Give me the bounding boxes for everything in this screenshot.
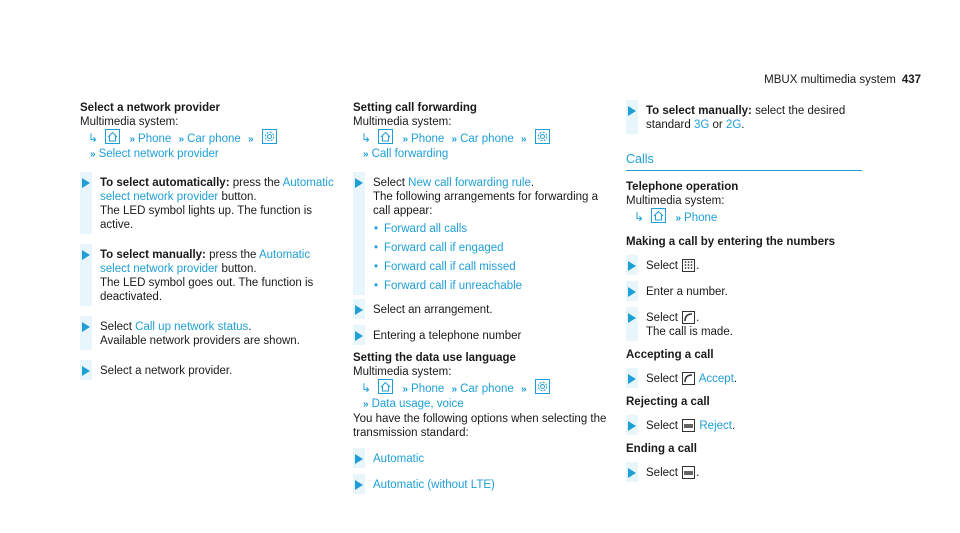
nav-path — [353, 129, 615, 147]
step-accept: Select Accept. — [626, 372, 862, 386]
step-arrow-icon — [355, 331, 363, 341]
path-phone[interactable]: Phone — [138, 133, 172, 145]
step-text: press the — [205, 249, 259, 261]
description: You have the following options when selecting the transmission standard: — [353, 413, 607, 439]
step-end: Select . — [626, 466, 862, 480]
nav-path-2 — [80, 147, 340, 162]
option-forward-all[interactable]: • Forward all calls — [373, 222, 615, 236]
step-arrow-icon — [628, 468, 636, 478]
column-call-forwarding — [353, 101, 615, 492]
step-select-keypad: Select . — [626, 259, 862, 273]
phone-hangup-icon[interactable] — [682, 419, 695, 432]
step-text: button. — [218, 191, 257, 203]
step-arrow-icon — [355, 480, 363, 490]
settings-icon — [262, 129, 277, 144]
settings-icon — [535, 379, 550, 394]
section-title: Setting the data use language — [353, 352, 516, 364]
system-label: Multimedia system: — [353, 116, 452, 128]
section-title: Making a call by entering the numbers — [626, 236, 835, 248]
step-arrow-icon — [82, 250, 90, 260]
chevron-icon: » — [675, 213, 682, 224]
section-title: Setting call forwarding — [353, 102, 477, 114]
header-title: MBUX multimedia system — [764, 74, 896, 86]
step-text: . — [741, 119, 745, 131]
step-lead: To select manually: — [100, 249, 206, 261]
path-data-usage[interactable]: Data usage, voice — [371, 398, 464, 410]
section-title: Select a network provider — [80, 102, 220, 114]
step-text: Select a network provider. — [100, 365, 233, 377]
step-text: Entering a telephone number — [373, 330, 522, 342]
step-text: select the desired standard — [646, 105, 846, 131]
return-arrow-icon: ↳ — [361, 381, 372, 395]
path-car-phone[interactable]: Car phone — [187, 133, 241, 145]
home-icon — [105, 129, 120, 144]
step-note: The following arrangements for forwarding a call appear: — [373, 191, 599, 217]
reject-button[interactable]: Reject — [699, 420, 732, 432]
chevron-icon: » — [247, 134, 254, 145]
step-manual-standard — [626, 104, 862, 132]
system-label: Multimedia system: — [626, 195, 725, 207]
step-text: Select — [646, 312, 678, 324]
path-select-network-provider[interactable]: Select network provider — [98, 148, 219, 160]
chevron-icon: » — [520, 134, 527, 145]
return-arrow-icon: ↳ — [634, 210, 645, 224]
step-note: The call is made. — [646, 326, 733, 338]
column-network-provider — [80, 101, 340, 378]
chevron-icon: » — [451, 134, 458, 145]
step-lead: To select automatically: — [100, 177, 230, 189]
step-lead: To select manually: — [646, 105, 752, 117]
automatic-button[interactable]: Automatic — [373, 453, 425, 465]
path-phone[interactable]: Phone — [684, 212, 718, 224]
step-note: The LED symbol goes out. The function is deactivated. — [100, 277, 314, 303]
path-phone[interactable]: Phone — [411, 383, 445, 395]
step-manual — [80, 248, 340, 304]
step-text: Select — [646, 467, 678, 479]
nav-path-2 — [353, 397, 615, 412]
new-rule-button[interactable]: New call forwarding rule — [408, 177, 531, 189]
step-text: Select — [373, 177, 409, 189]
page-header — [729, 73, 921, 87]
step-arrow-icon — [628, 374, 636, 384]
column-calls — [626, 87, 862, 480]
nav-path — [80, 129, 340, 147]
path-phone[interactable]: Phone — [411, 133, 445, 145]
step-text: or — [709, 119, 726, 131]
chevron-icon: » — [363, 149, 369, 160]
step-text: . — [248, 321, 252, 333]
step-arrow-icon — [355, 178, 363, 188]
standard-3g-button[interactable]: 3G — [693, 119, 710, 131]
nav-path — [626, 208, 862, 226]
step-text: Enter a number. — [646, 286, 728, 298]
step-text: . — [530, 177, 535, 189]
path-call-forwarding[interactable]: Call forwarding — [371, 148, 449, 160]
nav-path — [353, 379, 615, 397]
path-car-phone[interactable]: Car phone — [460, 133, 514, 145]
home-icon — [378, 379, 393, 394]
step-select-call: Select . The call is made. — [626, 311, 862, 339]
step-arrow-icon — [628, 313, 636, 323]
step-text: press the — [229, 177, 283, 189]
chevron-icon: » — [129, 134, 136, 145]
step-arrow-icon — [355, 305, 363, 315]
step-text: Select — [100, 321, 136, 333]
step-enter-number — [353, 329, 615, 343]
page-number: 437 — [901, 74, 921, 86]
step-auto — [80, 176, 340, 232]
section-title: Ending a call — [626, 443, 697, 455]
step-arrow-icon — [82, 322, 90, 332]
return-arrow-icon: ↳ — [361, 131, 372, 145]
auto-select-button[interactable]: Automatic select network provider — [100, 249, 311, 275]
section-title: Accepting a call — [626, 349, 714, 361]
step-arrow-icon — [628, 261, 636, 271]
step-text: Select — [646, 373, 678, 385]
path-car-phone[interactable]: Car phone — [460, 383, 514, 395]
step-arrow-icon — [628, 106, 636, 116]
step-status — [80, 320, 340, 348]
section-title: Rejecting a call — [626, 396, 710, 408]
chevron-icon: » — [520, 384, 527, 395]
accept-button[interactable]: Accept — [698, 373, 734, 385]
keypad-icon[interactable] — [682, 259, 695, 272]
step-text: Select an arrangement. — [373, 304, 493, 316]
step-enter-number — [626, 285, 862, 299]
option-automatic — [353, 452, 615, 466]
step-reject: Select Reject. — [626, 419, 862, 433]
system-label: Multimedia system: — [353, 366, 452, 378]
section-title: Telephone operation — [626, 181, 739, 193]
phone-hangup-icon[interactable] — [682, 466, 695, 479]
system-label: Multimedia system: — [80, 116, 179, 128]
auto-select-button[interactable]: Automatic select network provider — [100, 177, 334, 203]
phone-accept-icon[interactable] — [682, 372, 695, 385]
chevron-icon: » — [363, 399, 369, 410]
network-status-button[interactable]: Call up network status — [135, 321, 249, 333]
automatic-no-lte-button[interactable]: Automatic (without LTE) — [373, 479, 495, 491]
option-automatic-no-lte — [353, 478, 615, 492]
step-arrow-icon — [355, 454, 363, 464]
step-note: Available network providers are shown. — [100, 335, 300, 347]
home-icon — [651, 208, 666, 223]
settings-icon — [535, 129, 550, 144]
standard-2g-button[interactable]: 2G — [725, 119, 742, 131]
chevron-icon: » — [178, 134, 185, 145]
chevron-icon: » — [451, 384, 458, 395]
step-note: The LED symbol lights up. The function is active. — [100, 205, 313, 231]
calls-heading: Calls — [626, 152, 862, 171]
chevron-icon: » — [90, 149, 96, 160]
option-forward-engaged[interactable]: • Forward call if engaged — [373, 241, 615, 255]
forwarding-options — [373, 222, 615, 293]
nav-path-2 — [353, 147, 615, 162]
chevron-icon: » — [402, 134, 409, 145]
step-select-provider — [80, 364, 340, 378]
step-arrangement — [353, 303, 615, 317]
step-text: Select — [646, 260, 678, 272]
option-forward-unreachable[interactable]: • Forward call if unreachable — [373, 279, 615, 293]
step-arrow-icon — [628, 287, 636, 297]
home-icon — [378, 129, 393, 144]
step-arrow-icon — [628, 421, 636, 431]
step-new-rule — [353, 176, 615, 293]
phone-accept-icon[interactable] — [682, 311, 695, 324]
return-arrow-icon: ↳ — [88, 131, 99, 145]
step-text: button. — [218, 263, 257, 275]
chevron-icon: » — [402, 384, 409, 395]
option-forward-missed[interactable]: • Forward call if call missed — [373, 260, 615, 274]
step-arrow-icon — [82, 178, 90, 188]
step-text: Select — [646, 420, 678, 432]
step-arrow-icon — [82, 366, 90, 376]
